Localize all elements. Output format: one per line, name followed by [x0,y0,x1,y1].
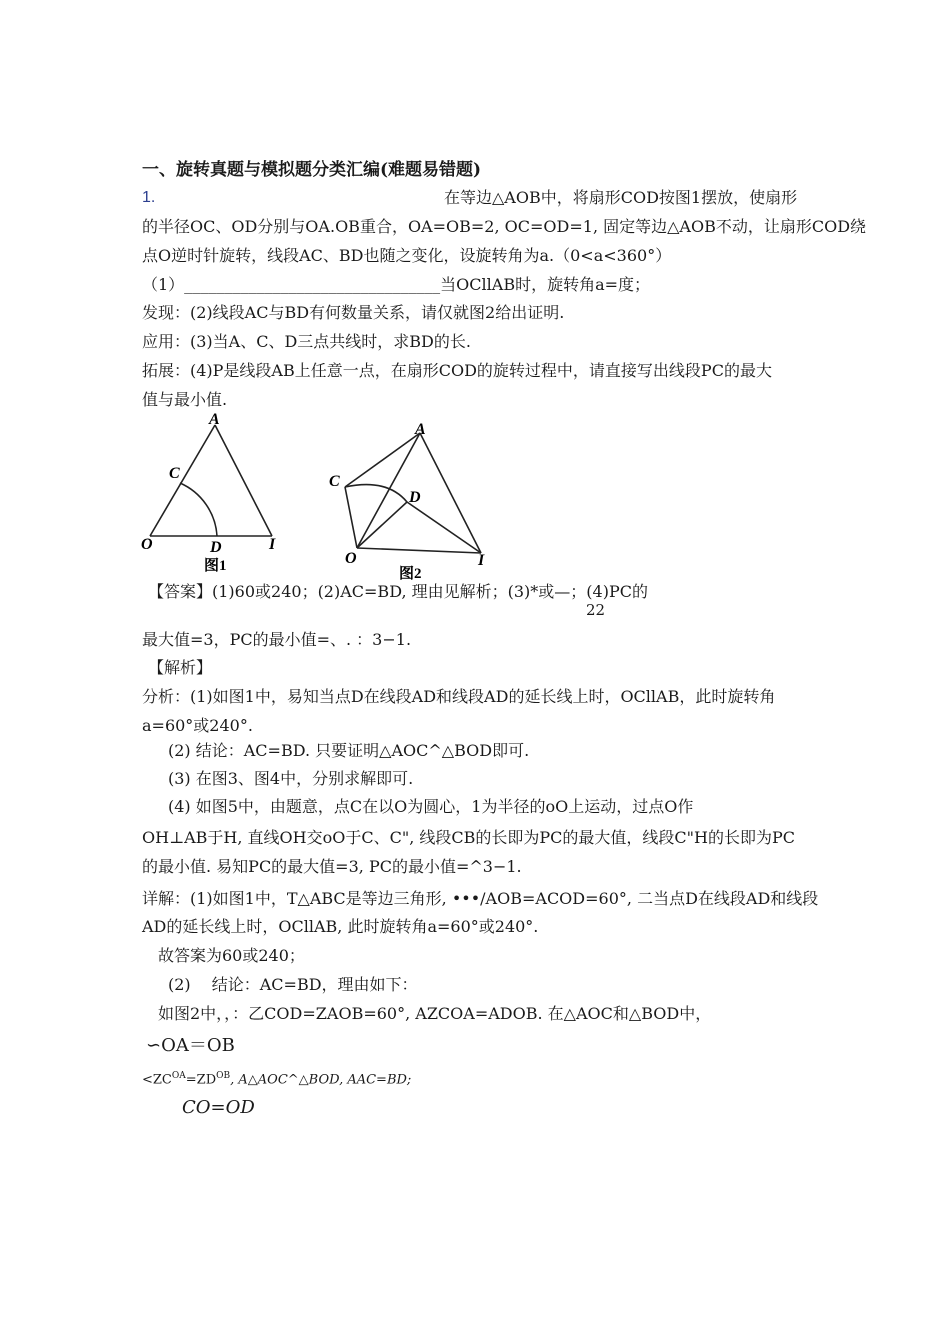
answer-line-1: 【答案】(1)60或240；(2)AC=BD, 理由见解析；(3)*或—；(4)PC的 [148,582,648,601]
math-line-2-part-a: <ZC [142,1072,172,1088]
fig2-label-d: D [409,489,421,506]
question-line-3: 点O逆时针旋转，线段AC、BD也随之变化，设旋转角为a.（0<a<360°） [142,246,672,265]
math-line-1: ∽OA＝OB [146,1035,235,1056]
fig2-segment-ac [345,433,420,487]
answer-fraction: 22 [586,601,606,619]
analysis-line-6: OH⊥AB于H, 直线OH交oO于C、C", 线段CB的长即为PC的最大值，线段C"H的长即为PC [142,828,795,847]
analysis-line-5: (4) 如图5中，由题意，点C在以O为圆心，1为半径的oO上运动，过点O作 [168,797,694,816]
fig2-label-b: I [478,552,485,569]
math-line-2-part-c: , A△AOC^△BOD, AAC=BD; [230,1072,412,1088]
figure-2 [325,418,495,584]
question-line-2: 的半径OC、OD分别与OA.OB重合，OA=OB=2, OC=OD=1, 固定等边△AOB不动，让扇形COD绕 [142,217,867,236]
question-line-6: 应用：(3)当A、C、D三点共线时，求BD的长. [142,332,471,351]
question-line-7: 拓展：(4)P是线段AB上任意一点，在扇形COD的旋转过程中，请直接写出线段PC的最大 [142,361,772,380]
fig2-label-a: A [415,421,426,438]
fig1-label-o: O [141,536,153,553]
math-line-3: CO=OD [182,1097,255,1118]
fig2-radius-od [357,502,407,548]
math-line-2-sup-2: OB [216,1071,231,1081]
fig2-caption: 图2 [399,566,422,582]
detail-line-1: 详解：(1)如图1中，T△ABC是等边三角形, •••/AOB=ACOD=60°, 二当点D在线段AD和线段 [142,889,819,908]
section-title: 一、旋转真题与模拟题分类汇编(难题易错题) [142,160,482,180]
fig1-sector-arc [180,483,217,536]
question-line-4: （1）________________________________当OCllAB时，旋转角a=度； [142,275,651,294]
fig2-side-ab [420,433,481,553]
question-line-8: 值与最小值. [142,390,228,409]
detail-line-5: 如图2中，，：乙COD=ZAOB=60°, AZCOA=ADOB. 在△AOC和△BOD中， [158,1004,712,1023]
analysis-heading: 【解析】 [148,658,213,677]
fig2-side-ob [357,548,481,553]
figure-1 [138,412,288,574]
fig1-label-d: D [210,539,222,556]
fig1-side-ab [215,425,272,536]
math-line-2 [142,1066,411,1090]
fig1-side-oa [150,425,215,536]
question-line-1: 在等边△AOB中，将扇形COD按图1摆放，使扇形 [444,188,798,207]
fig2-sector-arc [345,485,407,502]
fig2-segment-bd [407,502,481,553]
detail-line-4: (2) 结论：AC=BD，理由如下： [168,975,418,994]
math-line-2-part-b: =ZD [185,1072,217,1088]
fig1-caption: 图1 [204,558,227,574]
fig1-label-a: A [209,412,220,428]
analysis-line-2: a=60°或240°. [142,716,253,735]
detail-line-3: 故答案为60或240； [158,946,305,965]
fig1-label-b: I [269,536,276,553]
math-line-2-sup-1: OA [171,1071,186,1081]
fig1-label-c: C [169,465,180,482]
fig2-radius-oc [345,487,357,548]
fig2-label-o: O [345,550,357,567]
analysis-line-1: 分析：(1)如图1中，易知当点D在线段AD和线段AD的延长线上时，OCllAB，此时旋转角 [142,687,776,706]
analysis-line-4: (3) 在图3、图4中，分别求解即可. [168,769,414,788]
question-line-5: 发现：(2)线段AC与BD有何数量关系，请仅就图2给出证明. [142,303,565,322]
analysis-line-7: 的最小值. 易知PC的最大值=3, PC的最小值=^3−1. [142,857,522,876]
fig2-label-c: C [329,473,340,490]
analysis-line-3: (2) 结论：AC=BD. 只要证明△AOC^△BOD即可. [168,741,530,760]
answer-line-2: 最大值=3，PC的最小值=、. ：3−1. [142,630,412,649]
detail-line-2: AD的延长线上时，OCllAB, 此时旋转角a=60°或240°. [142,917,539,936]
question-number: 1. [142,189,156,206]
